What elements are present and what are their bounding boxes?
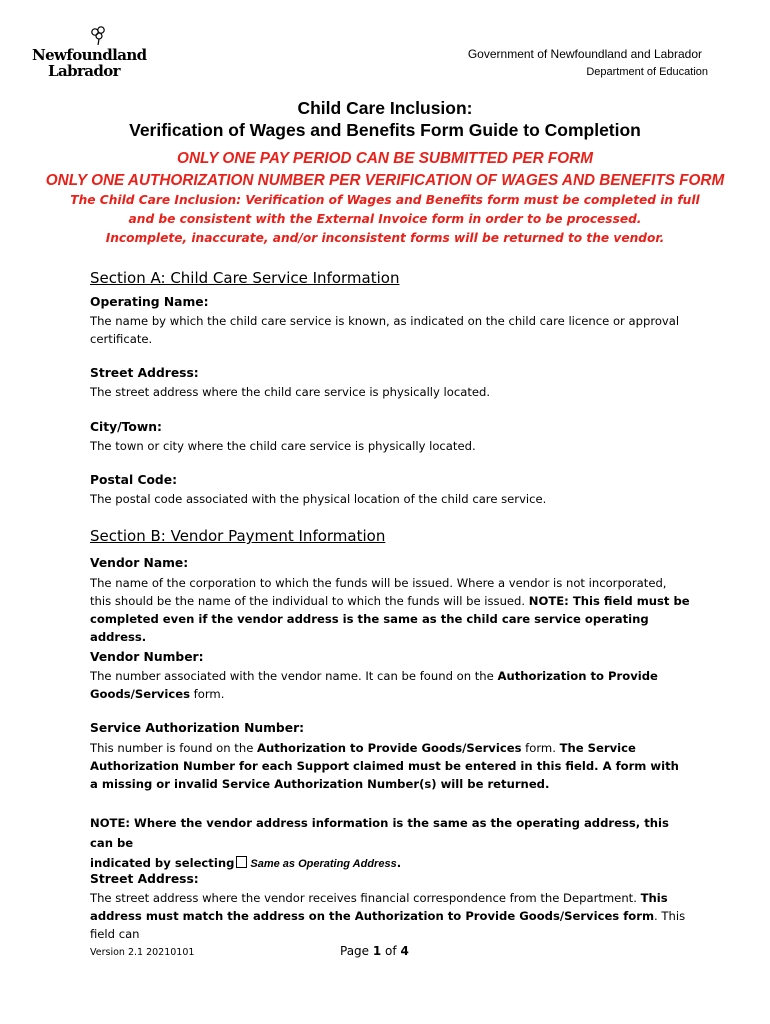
vendor-name-note: NOTE: This field must be completed even if the vendor address is the same as the child care service operating address. xyxy=(90,594,690,644)
vendor-street-address-label: Street Address: xyxy=(90,872,199,886)
vendor-name-text: The name of the corporation to which the funds will be issued. Where a vendor is not incorporated, this should be the name of the individual to which the funds will be issued. NOTE: This field must be completed even if the vendor address is the same as the child care service operating address. xyxy=(90,576,690,644)
vendor-number-label: Vendor Number: xyxy=(90,650,204,664)
doc-title-line2: Verification of Wages and Benefits Form Guide to Completion xyxy=(129,120,641,140)
postal-code-label: Postal Code: xyxy=(90,473,177,487)
vendor-number-text: The number associated with the vendor name. It can be found on the Authorization to Provide Goods/Services form. xyxy=(90,669,658,701)
warning-note-line1: The Child Care Inclusion: Verification of Wages and Benefits form must be completed in full xyxy=(70,193,700,207)
page-number: Page 1 of 4 xyxy=(340,944,409,958)
city-town-label: City/Town: xyxy=(90,420,162,434)
warning-note-line3: Incomplete, inaccurate, and/or inconsistent forms will be returned to the vendor. xyxy=(105,231,665,245)
logo-text-newfoundland: Newfoundland xyxy=(32,46,147,64)
operating-name-text: The name by which the child care service is known, as indicated on the child care licence or approval certificate. xyxy=(90,314,680,346)
operating-name-label: Operating Name: xyxy=(90,295,209,309)
doc-title-line1: Child Care Inclusion: xyxy=(297,98,473,118)
service-auth-label: Service Authorization Number: xyxy=(90,721,305,735)
section-b-heading: Section B: Vendor Payment Information xyxy=(90,527,386,545)
department-name: Department of Education xyxy=(586,66,708,78)
section-a-heading: Section A: Child Care Service Information xyxy=(90,269,400,287)
city-town-text: The town or city where the child care service is physically located. xyxy=(90,439,476,453)
government-logo xyxy=(30,26,147,82)
warning-one-pay-period: ONLY ONE PAY PERIOD CAN BE SUBMITTED PER FORM xyxy=(177,150,593,167)
street-address-label: Street Address: xyxy=(90,366,199,380)
postal-code-text: The postal code associated with the physical location of the child care service. xyxy=(90,492,547,506)
version-label: Version 2.1 20210101 xyxy=(90,947,195,958)
warning-one-authorization: ONLY ONE AUTHORIZATION NUMBER PER VERIFICATION OF WAGES AND BENEFITS FORM xyxy=(45,172,725,189)
vendor-address-note: NOTE: Where the vendor address information is the same as the operating address, this can be indicated by selecting Same as Operating Address. xyxy=(90,816,669,870)
service-auth-text: This number is found on the Authorization to Provide Goods/Services form. The Service Authorization Number for each Support claimed must be entered in this field. A form with a missing or invalid Service Authorization Number(s) will be returned. xyxy=(90,741,679,791)
government-name: Government of Newfoundland and Labrador xyxy=(467,47,702,61)
checkbox-icon xyxy=(236,856,247,868)
warning-note-line2: and be consistent with the External Invoice form in order to be processed. xyxy=(128,212,642,226)
same-as-operating-address-label: Same as Operating Address xyxy=(250,858,397,870)
street-address-text: The street address where the child care service is physically located. xyxy=(90,385,491,399)
pitcher-plant-icon xyxy=(88,26,110,46)
vendor-name-label: Vendor Name: xyxy=(90,556,189,570)
logo-text-labrador: Labrador xyxy=(48,62,120,80)
vendor-street-address-text: The street address where the vendor receives financial correspondence from the Department. This address must match the address on the Authorization to Provide Goods/Services form. This field can xyxy=(90,891,686,941)
